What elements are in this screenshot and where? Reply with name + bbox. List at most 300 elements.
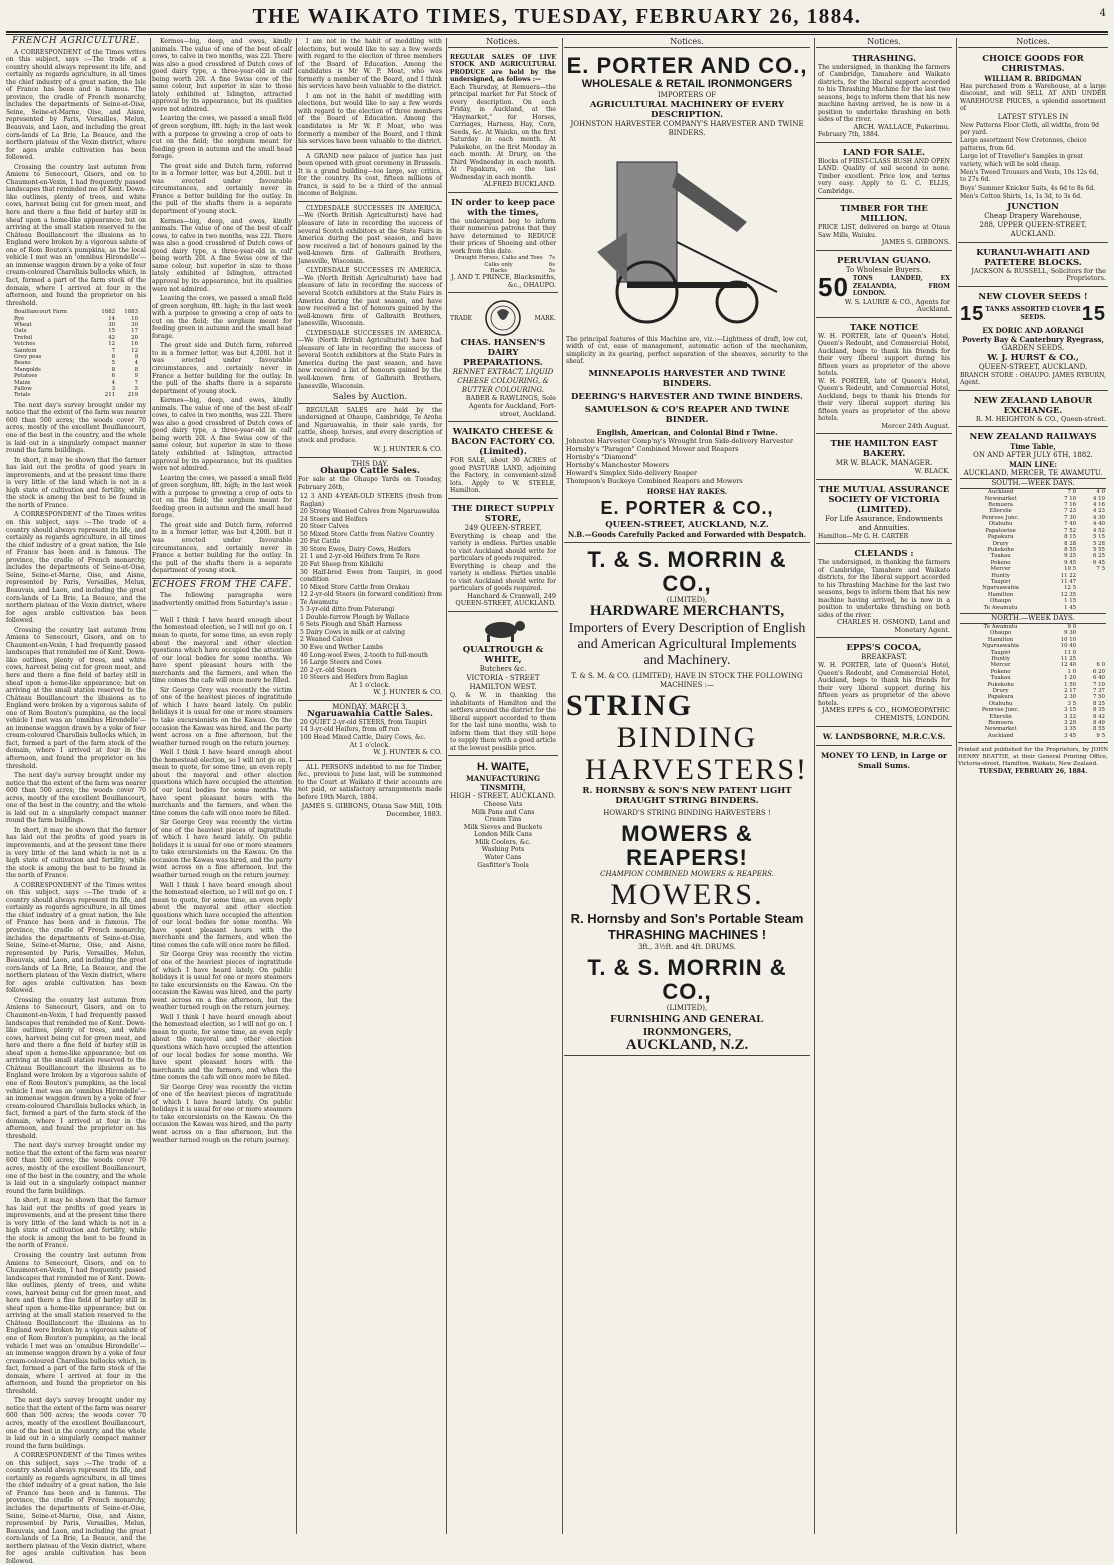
stock-item: 6 Sets Plough and Shaft Harness <box>300 621 402 629</box>
article-paragraph: In short, it may be shown that the farmer has laid out the profits of good years in improvements, and at the present time there is very little of the land which is not in a high state of cultivation and fertility, while the stock is among the best to be found in the north of France. <box>6 456 146 509</box>
column-porter-morrin <box>564 38 815 1534</box>
station-row-cell: Ngaruawahia <box>982 585 1020 592</box>
crop-table <box>13 309 139 399</box>
ad-body: The undersigned, in thanking the farmers of Cambridge, Tamahere and Waikato districts, for the liberal support accorded to his Thrashing Machine for the last two seasons, begs to inform them that his new machine having arrived, he is now in a position to undertake thrashing on both sides of the river. <box>818 63 950 124</box>
ad-body: TANKS ASSORTED CLOVER SEEDS. <box>985 306 1081 321</box>
station-row-cell: 8 42 <box>1092 713 1105 720</box>
article-paragraph: Kermes—big, deep, and ewes, kindly animals. The value of one of the best of-calf cows, to calve in two months, was 22l. There was also a good crossbred of Dutch cows of good dairy type, a three-year-old in calf being worth 20l. A fine Swiss cow of the same colour, but superior in size to those lately exhibited at Islington, attracted approval by its appearance, but its qualities were not admired. <box>152 217 292 293</box>
station-row-cell: Mercer <box>990 566 1011 573</box>
station-row-cell: 7 5 <box>1096 566 1105 573</box>
article-paragraph: I am not in the habit of meddling with elections, but would like to say a few words with regard to the election of three members of the Board of Education. Among the candidates is Mr W. P. Moat, who was formerly a member of the Board, and I think his services have been valuable to the district. <box>298 92 442 146</box>
bakery-ad <box>816 436 952 480</box>
direct-supply-ad <box>448 501 558 612</box>
stock-item: 20 Fat Sheep from Kihikihi <box>300 561 384 568</box>
ad-signature: R. M. HEIGHTON & CO., Queen-street. <box>975 414 1106 423</box>
kuranui-ad <box>958 245 1108 287</box>
stock-item: 30 Half-bred Ewes from Taupiri, in good condition <box>300 568 442 584</box>
station-row-cell: Papatoetoe <box>985 527 1016 534</box>
ad-location: AUCKLAND, N.Z. <box>625 1036 749 1053</box>
article-paragraph: Sir George Grey was recently the victim of one of the heaviest pieces of ingratitude of which I have heard lately. On public holidays it is usual for one or more steamers to take excursionists on the Kawau. On the occasion the Kawau was hired, and the party went across on a fine afternoon, but the weather turned rough on the return journey. <box>152 686 292 747</box>
time-label: At 1 o'clock. <box>349 680 391 689</box>
ad-title: NEW CLOVER SEEDS ! <box>978 291 1088 302</box>
crop-row-cell: 1883 <box>124 309 138 316</box>
stock-item: 10 Mixed Store Cattle from Orakau <box>300 583 410 591</box>
ad-signature: Hanchard & Cranwell, 249 QUEEN-STREET, AUCKLAND. <box>455 591 556 608</box>
station-row-cell: Ellerslie <box>989 508 1012 515</box>
tinware-item: Washing Pots <box>481 846 525 854</box>
article-paragraph: Sir George Grey was recently the victim of one of the heaviest pieces of ingratitude of which I have heard lately. On public holidays it is usual for one or more steamers to take excursionists on the Kawau. On the occasion the Kawau was hired, and the party went across on a fine afternoon, but the weather turned rough on the return journey. <box>152 819 292 879</box>
article-paragraph: I am not in the habit of meddling with elections, but would like to say a few words with regard to the election of three members of the Board of Education. Among the candidates is Mr W. P. Moat, who was formerly a member of the Board, and I think his services have been valuable to the district. <box>298 38 442 91</box>
stock-item: 40 Long-wool Ewes, 2-tooth to full-mouth <box>300 651 428 659</box>
crop-row <box>13 392 139 398</box>
station-row-cell: Mercer <box>990 662 1011 669</box>
sale-notice: REGULAR SALES are held by the undersigned at Ohaupo, Cambridge, Te Aroha and Ngaruawahia, in their sale yards, for cattle, sheep, horses, and every description of stock and produce. <box>298 406 442 444</box>
junction-title: JUNCTION <box>1007 201 1059 212</box>
ad-title: LAND FOR SALE. <box>842 147 926 158</box>
ad-product: MINNEAPOLIS HARVESTER AND TWINE BINDERS. <box>588 368 786 389</box>
article-heading: FRENCH AGRICULTURE. <box>11 36 141 46</box>
notices-label: Notices. <box>958 38 1108 48</box>
goods-item: New Patterns Floor Cloth, all widths, from 9d per yard. <box>960 121 1099 136</box>
land-sale-ad <box>816 145 952 200</box>
tinware-item: Cream Tins <box>484 816 522 824</box>
ad-signature: ALFRED BUCKLAND. <box>483 180 556 189</box>
stock-item: 20 Strong Weaned Calves from Ngaruawahia <box>300 508 440 516</box>
crop-row-cell: 12 <box>131 347 138 354</box>
station-row-cell: 4 30 <box>1092 514 1105 521</box>
crop-row-cell: 3 <box>111 386 116 393</box>
harvester-machine-icon <box>587 142 787 332</box>
crop-row-cell: 7 <box>134 379 138 386</box>
ad-howard: HOWARD'S STRING BINDING HARVESTERS ! <box>603 808 771 817</box>
station-row-cell: 5 28 <box>1092 540 1105 547</box>
crop-row-cell: 30 <box>131 321 138 328</box>
crop-row-cell: 6 <box>111 373 116 380</box>
article-paragraph: The great side and Dutch farm, referred to in a former letter, was but 4,200l. but it was erected under favourable circumstances, and certainly never in France a better building for the outlay. In the pull of the shafts there is a separate department of young stock. <box>152 342 292 395</box>
tinware-item: Water Cans <box>484 854 522 862</box>
station-row-cell: 6 40 <box>1092 675 1105 682</box>
crop-row-cell: 7 <box>111 347 116 354</box>
ad-title: CLELANDS : <box>854 549 914 560</box>
article-paragraph: Well I think I have heard enough about the homestead election, so I will not go on. I mean to quote, for some time, an even reply about the mayoral and other election questions which have occupied the attention of our local bodies for some months. We have spent pleasant hours with the merchants and the farmers, and when the time comes the cafe will once more be filled. <box>152 749 292 817</box>
ad-title: E. PORTER AND CO., <box>566 52 808 78</box>
ad-signature: J. AND T. PRINCE, Blacksmiths, &c., OHAUPO. <box>451 273 556 289</box>
station-row-cell: 10 5 <box>1064 566 1077 573</box>
main-line-label: MAIN LINE: <box>1009 460 1057 470</box>
article-paragraph: Kermes—big, deep, and ewes, kindly animals. The value of one of the best of-calf cows, to calve in two months, was 22l. There was also a good crossbred of Dutch cows of good dairy type, a three-year-old in calf being worth 20l. A fine Swiss cow of the same colour, but superior in size to those lately exhibited at Islington, attracted approval by its appearance, but its qualities were not admired. <box>152 397 292 473</box>
ohaupo-lead: For sale at the Ohaupo Yards on Tuesday, February 26th, <box>298 475 442 491</box>
station-row-cell: 1 15 <box>1064 598 1077 605</box>
livestock-sales-ad <box>448 51 558 193</box>
ad-body: the undersigned beg to inform their numerous patrons that they have determined to REDUCE their prices of Shoeing and other work from this date. <box>450 217 556 255</box>
south-label: SOUTH.—WEEK DAYS. <box>960 478 1106 489</box>
ad-signature: JAMES EPPS & CO., HOMOEOPATHIC CHEMISTS, LONDON. <box>822 706 950 722</box>
divider <box>298 201 442 202</box>
bridgman-ad <box>958 51 1108 243</box>
station-row-cell: 6 0 <box>1096 662 1105 669</box>
veterinary-ad <box>816 729 952 746</box>
station-row-cell: Tuakau <box>990 553 1011 560</box>
station-row-cell: 11 22 <box>1060 572 1077 579</box>
ad-name: WILLIAM R. BRIDGMAN <box>984 73 1082 83</box>
porter-ad <box>564 51 810 543</box>
machine-item: Thompson's Buckeye Combined Reapers and Mowers <box>566 476 743 485</box>
article-paragraph: The great side and Dutch farm, referred to in a former letter, was but 4,200l. but it was erected under favourable circumstances, and certainly never in France a better building for the outlay. In the pull of the shafts there is a separate department of young stock. <box>152 521 292 575</box>
ad-title: KURANUI-WHAITI AND PATETERE BLOCKS. <box>976 247 1090 268</box>
station-row-cell: 6 20 <box>1092 668 1105 675</box>
article-paragraph: Well I think I have heard enough about the homestead election, so I will not go on. I mean to quote, for some time, an even reply about the mayoral and other election questions which have occupied the attention of our local bodies for some months. We have spent pleasant hours with the merchants and the farmers, and when the time comes the cafe will once more be filled. <box>152 616 292 685</box>
waite-tinsmith-ad <box>448 758 558 872</box>
take-notice-ad <box>816 320 952 435</box>
tinware-item: Gasfitter's Tools <box>477 861 529 869</box>
ad-subtitle: MR W. BLACK, MANAGER. <box>835 459 933 468</box>
crop-row-cell: 16 <box>131 341 138 348</box>
crop-row-cell: 8 <box>111 366 116 373</box>
divider <box>298 760 442 761</box>
price-row-cell: 7s <box>548 255 555 262</box>
ad-signature: CHARLES H. OSMOND, Land and Monetary Agent. <box>836 618 950 634</box>
ad-body: Everything is cheap and the variety is endless. Parties unable to visit Auckland should write for particulars of goods required. <box>450 562 556 593</box>
ad-signature: ARCH. WALLACE, Pukerimu. <box>853 122 950 131</box>
station-row-cell: Hamilton <box>987 636 1014 643</box>
station-row-cell: Auckland <box>987 489 1014 496</box>
ad-subtitle: HARDWARE MERCHANTS, <box>589 602 785 619</box>
stock-item: 20 Steer Calves <box>300 523 349 531</box>
ad-product: JOHNSTON HARVESTER COMPANY'S HARVESTER AND TWINE BINDERS. <box>570 119 804 137</box>
ohaupo-sales-title: Ohaupo Cattle Sales. <box>320 466 420 477</box>
ad-garden: GARDEN SEEDS. <box>1001 343 1065 352</box>
ad-title: NEW ZEALAND LABOUR EXCHANGE. <box>973 395 1093 416</box>
station-row-cell: 3 5 <box>1067 700 1077 707</box>
tinware-item: Milk Coolers, &c. <box>475 838 531 846</box>
stock-item: 1 Double-furrow Plough by Wallace <box>300 613 410 621</box>
article-paragraph: Sir George Grey was recently the victim of one of the heaviest pieces of ingratitude of which I have heard lately. On public holidays it is usual for one or more steamers to take excursionists on the Kawau. On the occasion the Kawau was hired, and the party went across on a fine afternoon, but the weather turned rough on the return journey. <box>152 951 292 1012</box>
station-row-cell: Otahuhu <box>988 700 1013 707</box>
goods-item: Large lot of Traveller's Samples in great variety, which will be sold cheap. <box>960 153 1084 168</box>
crop-row-cell: Rye <box>14 315 25 322</box>
crop-row-cell: Vetches <box>14 341 36 348</box>
debt-notice: ALL PERSONS indebted to me for Timber, &c., previous to June last, will be summoned to the Court at Waikato if their accounts are not paid, or satisfactory arrangements made before 19th March, 1884. <box>298 763 442 801</box>
station-row-cell: Ngaruawahia <box>982 643 1020 650</box>
station-row-cell: 8 55 <box>1064 546 1077 553</box>
ad-date: February 7th, 1884. <box>818 131 880 139</box>
station-row-cell: 4 16 <box>1092 502 1105 509</box>
station-row-cell: 1 50 <box>1064 681 1077 688</box>
this-day-label: THIS DAY. <box>351 459 389 468</box>
station-row-cell: Ohaupo <box>989 630 1012 637</box>
ad-subtitle: To Wholesale Buyers. <box>845 265 923 274</box>
station-row-cell: 5 15 <box>1092 534 1105 541</box>
ad-signature: JAMES S. GIBBONS. <box>881 238 950 247</box>
ad-signature: BABER & RAWLINGS, Sole Agents for Auckland, Fort-street, Auckland. <box>465 394 556 418</box>
station-row-cell <box>1077 605 1106 611</box>
station-row-cell: Pokeno <box>990 668 1011 675</box>
guano-tons: 50 <box>818 271 849 302</box>
station-row-cell: 9 0 <box>1067 623 1077 630</box>
ad-title: T. & S. MORRIN & CO., <box>587 546 787 596</box>
north-timetable <box>960 624 1106 739</box>
trademark-seal-icon <box>483 298 523 338</box>
station-row-cell: 9 30 <box>1064 630 1077 637</box>
stock-item: 10 Steers and Heifers from Raglan <box>300 674 408 682</box>
junction-subtitle: Cheap Drapery Warehouse, <box>984 211 1082 220</box>
ad-body: TONS LANDED, EX ZEALANDIA, FROM LONDON. <box>852 275 950 298</box>
ad-product: SAMUELSON & CO'S REAPER AND TWINE BINDER. <box>584 404 790 425</box>
price-row-cell: Draught Horses, Calks and Toes <box>454 255 543 262</box>
ad-limited: (LIMITED), <box>666 595 708 604</box>
string-heading: STRING <box>566 688 694 722</box>
stock-item: 5 Dairy Cows in milk or at calving <box>300 628 406 636</box>
station-row-cell: 4 23 <box>1092 508 1105 515</box>
ad-features: The principal features of this Machine are, viz.:—Lightness of draft, low cut, width of cut, ease of management, automatic action of the mechanism, simplicity in its gearing, perfect separation of the sheaves, security to the sheaf. <box>566 335 808 366</box>
ad-body: Each Thursday, at Remuera—the principal market for Fat Stock of every description. On each Friday, in Auckland, at the "Haymarket," for Horses, Carriages, Harness, Hay, Corn, Seeds, &c. At Waiuku, on the first Saturday in each month. At Pukekohe, on the first Monday in each month. At Drury, on the Third Wednesday in each month. At Papakura, on the last Wednesday in each month. <box>450 83 556 181</box>
mowers2-heading: MOWERS. <box>610 877 764 911</box>
divider <box>152 578 292 579</box>
crop-row-cell: 5 <box>111 360 116 367</box>
ad-title: NEW ZEALAND RAILWAYS <box>969 432 1097 443</box>
cow-icon <box>473 617 533 643</box>
ad-hornsby: R. HORNSBY & SON'S NEW PATENT LIGHT DRAUGHT STRING BINDERS. <box>582 785 792 806</box>
article-paragraph: The following paragraphs were inadvertently omitted from Saturday's issue :— <box>152 592 292 615</box>
station-row-cell: 2 17 <box>1064 688 1077 695</box>
station-row-cell: 4 10 <box>1092 495 1105 502</box>
ad-subtitle: QUEEN-STREET, AUCKLAND, N.Z. <box>605 519 769 530</box>
station-row-cell: Penrose Junc. <box>981 707 1020 714</box>
tinware-item: London Milk Cans <box>473 831 533 839</box>
timetable-date: ON AND AFTER JULY 6TH, 1882. <box>973 451 1093 460</box>
hansen-dairy-ad <box>448 295 558 422</box>
price-table <box>450 255 556 274</box>
ad-title: IN order to keep pace with the times, <box>451 197 555 218</box>
price-row-cell: Calks only <box>484 261 513 268</box>
ngaruawahia-stock-list <box>298 719 442 742</box>
hurst-title: W. J. HURST & CO., <box>987 352 1079 363</box>
ad-importers: IMPORTERS OF <box>657 90 717 99</box>
station-row <box>960 605 1106 611</box>
station-row-cell: 8 35 <box>1092 707 1105 714</box>
goods-list <box>960 122 1106 201</box>
hurst-sub: QUEEN-STREET, AUCKLAND. <box>978 362 1088 371</box>
masthead <box>0 0 1114 30</box>
stock-item: 5 3-yr-old ditto from Paterangi <box>300 606 395 614</box>
station-row-cell: 10 10 <box>1060 636 1077 643</box>
ohaupo-branch: BRANCH STORE : OHAUPO. JAMES RYBURN, Agent. <box>960 371 1106 387</box>
ad-title: CHOICE GOODS FOR CHRISTMAS. <box>982 53 1084 74</box>
ad-title: THE DIRECT SUPPLY STORE, <box>451 503 555 524</box>
page-number: 4 <box>1099 8 1106 19</box>
column-continued <box>152 38 297 1534</box>
station-row-cell: 4 40 <box>1092 521 1105 528</box>
crop-row-cell: 42 <box>108 334 116 341</box>
station-row-cell: 12 5 <box>1064 585 1077 592</box>
station-row-cell: 1 0 <box>1067 668 1077 675</box>
station-row-cell: 3 15 <box>1064 707 1077 714</box>
ad-body: Has purchased from a Warehouse, at a large discount, and will SELL AT AND UNDER WAREHOUSE PRICES, a splendid assortment of <box>960 82 1106 113</box>
cheese-factory-ad <box>448 424 558 499</box>
machine-item: Johnston Harvester Comp'ny's Wrought Iron Side-delivery Harvester <box>566 436 793 445</box>
article-paragraph: The next day's survey brought under my notice that the extent of the farm was nearer 600 than 500 acres; the woods cover 70 acres, mostly of the excellent Bouillancourt, one of the best in the country, and the whole is laid out in a singularly compact manner round the farm buildings. <box>6 1397 146 1450</box>
station-row-cell: 11 47 <box>1060 578 1077 585</box>
station-row-cell: 8 28 <box>1064 540 1077 547</box>
station-row-cell: Remuera <box>988 502 1013 509</box>
machine-item: Howard's Simplex Side-delivery Reaper <box>566 468 697 477</box>
ngaruawahia-sales-title: Ngaruawahia Cattle Sales. <box>307 709 433 720</box>
station-row-cell: 7 40 <box>1064 521 1077 528</box>
article-paragraph: In short, it may be shown that the farmer has laid out the profits of good years in improvements, and at the present time there is very little of the land which is not in a high state of cultivation and fertility, while the stock is among the best to be found in the north of France. <box>6 1197 146 1250</box>
station-row-cell: 7 10 <box>1092 681 1105 688</box>
article-paragraph: In short, it may be shown that the farmer has laid out the profits of good years in improvements, and at the present time there is very little of the land which is not in a high state of cultivation and fertility, while the stock is among the best to be found in the north of France. <box>6 826 146 880</box>
main-line-route: AUCKLAND, MERCER, TE AWAMUTU. <box>963 469 1103 478</box>
crop-row-cell: Bouillancourt Farm <box>14 309 68 316</box>
auctioneer-signature: W. J. HUNTER & CO. <box>373 688 442 697</box>
notices-label: Notices. <box>816 38 952 48</box>
clover-seeds-ad <box>958 289 1108 391</box>
north-label: NORTH.—WEEK DAYS. <box>960 613 1106 624</box>
ad-title: QUALTROUGH & WHITE, <box>462 645 544 666</box>
crop-row-cell: Wheat <box>14 321 32 328</box>
article-paragraph: Well I think I have heard enough about the homestead election, so I will not go on. I mean to quote, for some time, an even reply about the mayoral and other election questions which have occupied the attention of our local bodies for some months. We have spent pleasant hours with the merchants and the farmers, and when the time comes the cafe will once more be filled. <box>152 881 292 949</box>
station-row-cell: Taupiri <box>990 649 1011 656</box>
station-row-cell: 4 52 <box>1092 527 1105 534</box>
ad-subtitle: MANUFACTURING TINSMITH, <box>465 774 541 793</box>
station-row-cell: 7 16 <box>1064 502 1077 509</box>
station-row-cell: 8 55 <box>1092 726 1105 733</box>
station-row-cell: 6 45 <box>1092 559 1105 566</box>
ad-title: T. & S. MORRIN & CO., <box>587 954 787 1004</box>
crop-row-cell: 211 <box>104 392 116 399</box>
crop-row-cell: 1882 <box>101 309 116 316</box>
stock-item: 30 Ewe and Wether Lambs <box>300 644 383 652</box>
article-paragraph: CLYDESDALE SUCCESSES IN AMERICA.—We (North British Agriculturist) have had pleasure of late in recording the success of several Scotch exhibitors at the State Fairs in America during the past season, and have now received a list of honours gained by the well-known firm of Galbraith Brothers, Janesville, Wisconsin. <box>298 204 442 265</box>
station-row-cell: 9 25 <box>1064 553 1077 560</box>
divider <box>298 457 442 458</box>
ad-doric: EX DORIC AND AORANGI <box>982 325 1084 335</box>
ad-title: REGULAR SALES OF LIVE STOCK AND AGRICULTURAL PRODUCE are held by the undersigned, as follows :— <box>450 53 556 84</box>
ad-body: Q. & W. in thanking the inhabitants of Hamilton and the settlers around the district for the liberal support accorded to them for the last nine months, wish to inform them that they still hope to supply them with a good article at the lowest possible price. <box>450 692 556 752</box>
crop-row-cell: 8 <box>134 366 138 373</box>
goods-item: Men's Tweed Trousers and Vests, 10s 12s 6d, to 27s 6d. <box>960 168 1099 184</box>
ad-body: PRICE LIST, delivered on barge at Otaua Saw Mills, Waiuku. <box>818 224 950 239</box>
crop-row-cell: Oats <box>14 328 27 335</box>
crop-row-cell: 30 <box>108 321 116 328</box>
station-row-cell: Newmarket <box>984 726 1017 733</box>
station-row-cell: Papakura <box>987 534 1014 541</box>
ad-poverty: Poverty Bay & Canterbury Ryegrass, <box>962 334 1104 344</box>
article-paragraph: A CORRESPONDENT of the Times writes on this subject, says :—The trade of a country should always represent its life, and certainly as regards agriculture, in all times the chief industry of a great nation, the Isle of France has been and is famous. The province, the cradle of French monarchy, includes the departments of Seine-et-Oise, Seine, Seine-et-Marne, Oise, and Aisne, represented by Paris, Versailles, Melun, Beauvais, and Laon, and including the great corn-lands of La Brie, La Beauce, and the northern plateau of the Vexin district, where for ages arable cultivation has been followed. <box>6 511 146 625</box>
station-row-cell: Pukekohe <box>987 546 1014 553</box>
stock-item: 20 QUIET 2-yr-old STEERS, from Taupiri <box>300 718 427 726</box>
article-paragraph: Leaving the cows, we passed a small field of green sorghum, 8ft. high; in the last week with a purpose to growing a crop of oats to cut on the field; the sorghum meant for feeding green in autumn and the small head forage. <box>152 295 292 340</box>
epps-cocoa-ad <box>816 640 952 726</box>
station-row-cell: 3 45 <box>1064 732 1077 739</box>
article-paragraph: Sir George Grey was recently the victim of one of the heaviest pieces of ingratitude of which I have heard lately. On public holidays it is usual for one or more steamers to take excursionists on the Kawau. On the occasion the Kawau was hired, and the party went across on a fine afternoon, but the weather turned rough on the return journey. <box>152 1083 292 1144</box>
crop-row-cell: 20 <box>131 334 138 341</box>
auctioneer-signature: W. J. HUNTER & CO. <box>373 445 442 454</box>
crop-row-cell: 17 <box>131 328 138 335</box>
railways-timetable <box>958 429 1108 743</box>
article-paragraph: The next day's survey brought under my notice that the extent of the farm was nearer 600 than 500 acres; the woods cover 70 acres, mostly of the excellent Bouillancourt, one of the best in the country, and the whole is laid out in a singularly compact manner round the farm buildings. <box>6 1142 146 1195</box>
crop-row-cell: Beans <box>14 360 31 367</box>
station-row-cell: Huntly <box>991 572 1010 579</box>
ad-title: H. WAITE, <box>477 761 529 774</box>
crop-row-cell: Trefoil <box>14 334 33 341</box>
station-row-cell: 7 52 <box>1064 527 1077 534</box>
ad-twine: English, American, and Colonial Bind r Twine. <box>596 427 778 437</box>
ad-location: HIGH - STREET, AUCKLAND. <box>450 792 556 801</box>
ad-product: DEERING'S HARVESTER AND TWINE BINDERS. <box>571 391 803 402</box>
crop-row-cell: 10 <box>131 315 138 322</box>
station-row-cell: Pokeno <box>990 559 1011 566</box>
stock-item: 24 Steers and Heifers <box>300 515 368 523</box>
article-paragraph: Crossing the country last autumn from Amiens to Senecourt, Gisors, and on to Chaumont-en-Vexin, I had frequently passed landscapes that reminded me of Kent. Down-like outlines, plenty of trees, and white cows, harvest being cut for green meat, and here and there a fine field of barley still in sheaf upon a home-like appearance; but on arriving at the small station reserved to the Château Bouillancourt the illusions as to England were broken by a vigorous salute of one of Rom Bouton's pumpkins, as the local vehicle I met was an 'omnibus Hirondelle'—an immense waggon drawn by a yoke of four cream-coloured Charollais bullocks which, in fact, formed a part of the farm stock of the domain, where I arrived at four in the afternoon, and found the proprietor on his threshold. <box>6 626 146 770</box>
machine-item: Hornsby's Manchester Mowers <box>566 460 670 469</box>
station-row-cell: 12 40 <box>1060 662 1077 669</box>
station-row-cell: Drury <box>992 540 1009 547</box>
station-row-cell: 7 0 <box>1067 489 1077 496</box>
ad-title: THE MUTUAL ASSURANCE SOCIETY OF VICTORIA (LIMITED). <box>818 484 950 515</box>
notices-label: Notices. <box>564 38 810 48</box>
masthead-rule-thin <box>6 34 1108 35</box>
thrash-heading: R. Hornsby and Son's Portable Steam THRASHING MACHINES ! <box>570 910 804 942</box>
ad-signature: W. S. LAURIE & CO., Agents for Auckland. <box>844 297 950 314</box>
time-label: At 1 o'clock. <box>349 740 391 749</box>
ad-title: THE HAMILTON EAST BAKERY. <box>830 439 938 460</box>
crop-row-cell: Fallow <box>14 386 32 393</box>
price-row-cell: 6s <box>548 261 555 268</box>
prince-blacksmith-ad <box>448 195 558 294</box>
ad-have: T. & S. M. & CO. (LIMITED), HAVE IN STOCK THE FOLLOWING MACHINES :— <box>571 671 803 689</box>
station-row-cell: 3 22 <box>1064 713 1077 720</box>
crop-row-cell: 14 <box>108 315 116 322</box>
thrashing-ad <box>816 51 952 143</box>
crop-row-cell: 4 <box>111 379 116 386</box>
ad-body: Blocks of FIRST-CLASS BUSH AND OPEN LAND. Quality of soil second to none. Timber excellent. Price low, and terms very easy. Apply to G. C. ELLIS, Cambridge. <box>818 157 950 195</box>
price-row <box>450 255 556 261</box>
article-paragraph: A GRAND new palace of justice has just been opened with great ceremony in Brussels. It is a grand building—too large, say critics, for the country. Its cost, fifteen millions of francs, is said to be a third of the annual income of Belgium. <box>298 152 442 198</box>
station-row-cell: 7 10 <box>1064 495 1077 502</box>
ad-title: MONEY TO LEND, in Large or Small Sums. <box>821 750 947 770</box>
article-paragraph: Crossing the country last autumn from Amiens to Senecourt, Gisors, and on to Chaumont-en-Vexin, I had frequently passed landscapes that reminded me of Kent. Down-like outlines, plenty of trees, and white cows, harvest being cut for green meat, and here and there a fine field of barley still in sheaf upon a home-like appearance; but on arriving at the small station reserved to the Château Bouillancourt the illusions as to England were broken by a vigorous salute of one of Rom Bouton's pumpkins, as the local vehicle I met was an 'omnibus Hirondelle'—an immense waggon drawn by a yoke of four cream-coloured Charollais bullocks which, in fact, formed a part of the farm stock of the domain, where I arrived at four in the afternoon, and found the proprietor on his threshold. <box>6 1251 146 1395</box>
station-row-cell: 7 23 <box>1064 508 1077 515</box>
morrin-hardware-ad <box>564 545 810 1056</box>
station-row-cell: 8 25 <box>1092 700 1105 707</box>
tinware-item: Milk Pans and Cans <box>471 808 535 816</box>
clelands-ad <box>816 546 952 638</box>
article-paragraph: The next day's survey brought under my notice that the extent of the farm was nearer 600 than 500 acres; the woods cover 70 acres, mostly of the excellent Bouillancourt, one of the best in the country, and the whole is laid out in a singularly compact manner round the farm buildings. <box>6 772 146 825</box>
notice-signature: JAMES S. GIBBONS, Otaua Saw Mill, 10th December, 1883. <box>301 802 442 818</box>
crop-row-cell: 9 <box>134 353 138 360</box>
ad-body: Importers of Every Description of English and American Agricultural Implements and Machinery. <box>568 620 806 668</box>
ad-subtitle: BREAKFAST. <box>861 653 907 662</box>
ad-signature: W. BLACK. <box>914 467 950 476</box>
article-paragraph: Crossing the country last autumn from Amiens to Senecourt, Gisors, and on to Chaumont-en-Vexin, I had frequently passed landscapes that reminded me of Kent. Down-like outlines, plenty of trees, and white cows, harvest being cut for green meat, and here and there a fine field of barley still in sheaf upon a home-like appearance; but on arriving at the small station reserved to the Château Bouillancourt the illusions as to England were broken by a vigorous salute of one of Rom Bouton's pumpkins, as the local vehicle I met was an 'omnibus Hirondelle'—an immense waggon drawn by a yoke of four cream-coloured Charollais bullocks which, in fact, formed a part of the farm stock of the domain, where I arrived at four in the afternoon, and found the proprietor on his threshold. <box>6 996 146 1140</box>
ad-styles: LATEST STYLES IN <box>997 112 1069 121</box>
crop-row-cell: 12 <box>108 341 116 348</box>
harvesters-heading: HARVESTERS! <box>585 752 808 786</box>
station-row-cell: Ohaupo <box>989 598 1012 605</box>
timetable-label: Time Table, <box>1010 442 1056 452</box>
ad-signature: JACKSON & RUSSELL, Solicitors for the Proprietors. <box>971 266 1106 283</box>
station-row-cell: 11 25 <box>1060 656 1077 662</box>
crop-row-cell: Grey peas <box>14 353 42 360</box>
stock-item: 20 2-yr.-old Steers <box>300 666 357 674</box>
ad-body: FOR SALE, about 30 ACRES of good PASTURE LAND, adjoining the Factory, in convenient-sized lots. Apply to W. STEELE, Hamilton. <box>450 457 556 495</box>
ad-date: Mercer 24th August. <box>881 421 950 430</box>
ad-title: WAIKATO CHEESE & BACON FACTORY CO. (Limited). <box>451 427 555 458</box>
station-row-cell: 3 35 <box>1064 726 1077 733</box>
stock-item: 20 Fat Cattle <box>300 538 341 546</box>
mutual-assurance-ad <box>816 482 952 545</box>
